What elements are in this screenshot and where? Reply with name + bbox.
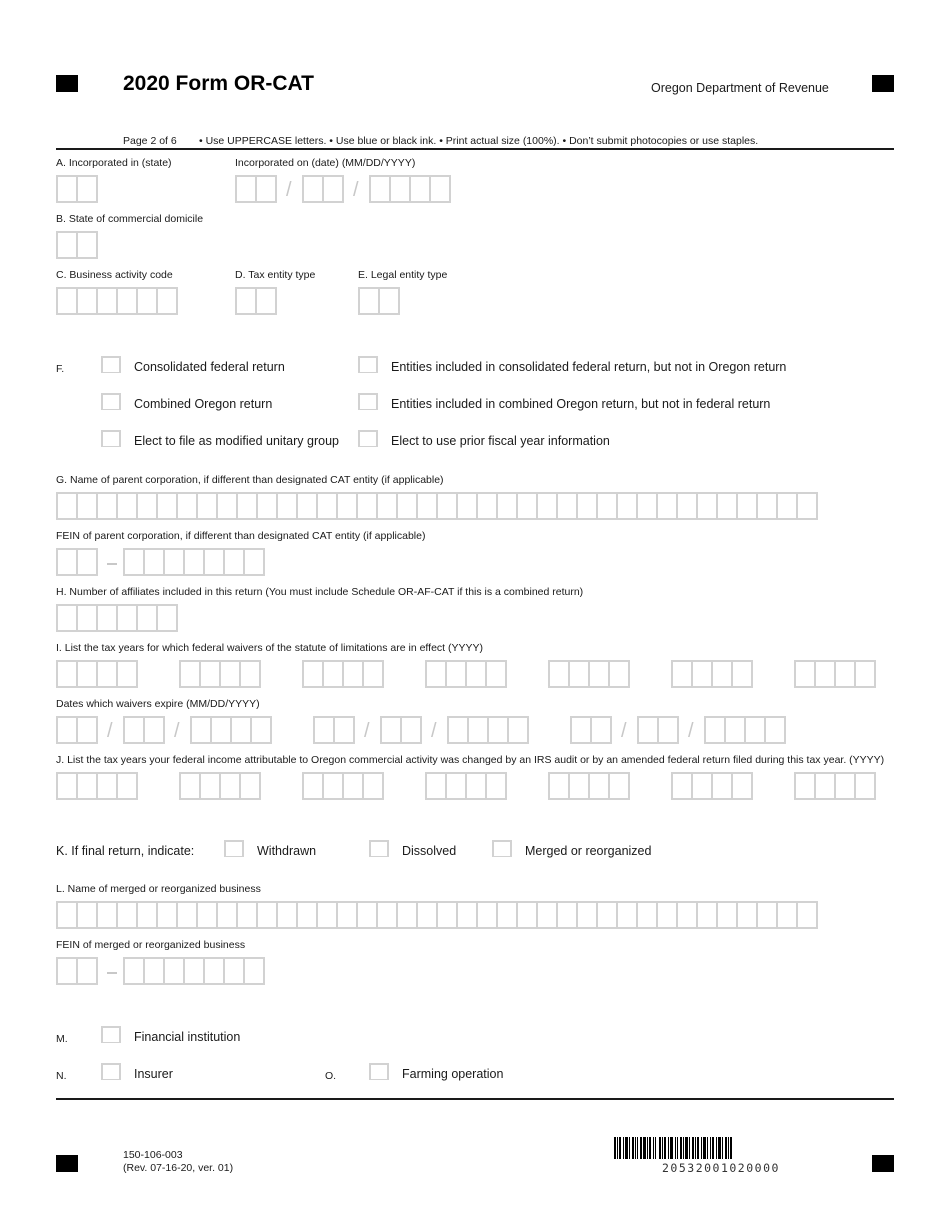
field-j-changed-year[interactable] [302, 772, 384, 800]
date-separator: / [621, 720, 627, 742]
field-i-waiver-expire-month[interactable] [313, 716, 355, 744]
field-i-waiver-year[interactable] [671, 660, 753, 688]
field-i-waiver-year[interactable] [548, 660, 630, 688]
label-d: D. Tax entity type [235, 269, 316, 281]
option-prior-fiscal-year: Elect to use prior fiscal year information [391, 434, 610, 448]
label-a-date: Incorporated on (date) (MM/DD/YYYY) [235, 157, 416, 169]
field-i-waiver-year[interactable] [179, 660, 261, 688]
field-g-fein-suffix[interactable] [123, 548, 265, 576]
checkbox-entities-consolidated-not-oregon[interactable] [358, 356, 378, 373]
label-o: O. [325, 1070, 337, 1082]
field-i-waiver-expire-year[interactable] [447, 716, 529, 744]
option-entities-combined-not-federal: Entities included in combined Oregon return, but not in federal return [391, 397, 771, 411]
option-modified-unitary-group: Elect to file as modified unitary group [134, 434, 339, 448]
barcode-number: 20532001020000 [662, 1161, 780, 1175]
option-insurer: Insurer [134, 1067, 173, 1081]
field-a-date-year[interactable] [369, 175, 451, 203]
registration-mark-bottom-right [872, 1155, 894, 1172]
checkbox-merged[interactable] [492, 840, 512, 857]
form-number: 150-106-003 [123, 1149, 183, 1161]
field-c-activity-code[interactable] [56, 287, 178, 315]
registration-mark-top-right [872, 75, 894, 92]
date-separator: / [353, 179, 359, 201]
checkbox-dissolved[interactable] [369, 840, 389, 857]
field-a-date-month[interactable] [235, 175, 277, 203]
date-separator: / [174, 720, 180, 742]
page-number: Page 2 of 6 [123, 135, 177, 147]
form-title: 2020 Form OR-CAT [123, 72, 314, 95]
field-i-waiver-year[interactable] [794, 660, 876, 688]
field-j-changed-year[interactable] [548, 772, 630, 800]
date-separator: / [286, 179, 292, 201]
label-g-fein: FEIN of parent corporation, if different than designated CAT entity (if applicable) [56, 530, 426, 542]
date-separator: / [688, 720, 694, 742]
form-revision: (Rev. 07-16-20, ver. 01) [123, 1162, 234, 1174]
label-m: M. [56, 1033, 68, 1045]
checkbox-modified-unitary-group[interactable] [101, 430, 121, 447]
field-i-waiver-expire-year[interactable] [704, 716, 786, 744]
fein-dash [107, 563, 117, 565]
checkbox-entities-combined-not-federal[interactable] [358, 393, 378, 410]
date-separator: / [364, 720, 370, 742]
label-l-fein: FEIN of merged or reorganized business [56, 939, 246, 951]
field-i-waiver-expire-month[interactable] [56, 716, 98, 744]
option-combined-oregon: Combined Oregon return [134, 397, 273, 411]
date-separator: / [431, 720, 437, 742]
field-i-waiver-expire-day[interactable] [637, 716, 679, 744]
field-a-date-day[interactable] [302, 175, 344, 203]
option-dissolved: Dissolved [402, 844, 457, 858]
label-g: G. Name of parent corporation, if different than designated CAT entity (if applicable) [56, 474, 444, 486]
option-entities-consolidated-not-oregon: Entities included in consolidated federal return, but not in Oregon return [391, 360, 787, 374]
field-g-parent-name[interactable] [56, 492, 818, 520]
label-e: E. Legal entity type [358, 269, 448, 281]
label-i: I. List the tax years for which federal waivers of the statute of limitations are in effect (YYYY) [56, 642, 483, 654]
registration-mark-bottom-left [56, 1155, 78, 1172]
label-j: J. List the tax years your federal income attributable to Oregon commercial activity was changed by an IRS audit or by an amended federal return filed during this tax year. (YYYY) [56, 754, 885, 766]
field-a-state[interactable] [56, 175, 98, 203]
checkbox-withdrawn[interactable] [224, 840, 244, 857]
field-j-changed-year[interactable] [794, 772, 876, 800]
field-e-legal-entity-type[interactable] [358, 287, 400, 315]
field-i-waiver-expire-month[interactable] [570, 716, 612, 744]
label-c: C. Business activity code [56, 269, 173, 281]
checkbox-combined-oregon[interactable] [101, 393, 121, 410]
field-h-affiliates[interactable] [56, 604, 178, 632]
label-b: B. State of commercial domicile [56, 213, 204, 225]
label-n: N. [56, 1070, 67, 1082]
fein-dash [107, 972, 117, 974]
label-l: L. Name of merged or reorganized business [56, 883, 261, 895]
instructions: • Use UPPERCASE letters. • Use blue or black ink. • Print actual size (100%). • Don’t submit photocopies or use staples. [199, 135, 759, 147]
option-farming-operation: Farming operation [402, 1067, 504, 1081]
field-i-waiver-expire-day[interactable] [123, 716, 165, 744]
department-name: Oregon Department of Revenue [651, 81, 829, 95]
field-j-changed-year[interactable] [425, 772, 507, 800]
field-g-fein-prefix[interactable] [56, 548, 98, 576]
option-withdrawn: Withdrawn [257, 844, 317, 858]
label-a-state: A. Incorporated in (state) [56, 157, 172, 169]
field-j-changed-year[interactable] [671, 772, 753, 800]
date-separator: / [107, 720, 113, 742]
barcode [614, 1137, 733, 1159]
option-merged: Merged or reorganized [525, 844, 652, 858]
checkbox-prior-fiscal-year[interactable] [358, 430, 378, 447]
field-l-fein-prefix[interactable] [56, 957, 98, 985]
field-i-waiver-year[interactable] [302, 660, 384, 688]
field-l-merged-name[interactable] [56, 901, 818, 929]
checkbox-insurer[interactable] [101, 1063, 121, 1080]
label-k: K. If final return, indicate: [56, 844, 195, 858]
barcode-bar [732, 1137, 733, 1159]
footer-rule [56, 1098, 894, 1100]
checkbox-farming-operation[interactable] [369, 1063, 389, 1080]
option-consolidated-federal: Consolidated federal return [134, 360, 285, 374]
label-f: F. [56, 363, 65, 375]
field-j-changed-year[interactable] [56, 772, 138, 800]
checkbox-consolidated-federal[interactable] [101, 356, 121, 373]
field-i-waiver-year[interactable] [56, 660, 138, 688]
registration-mark-top-left [56, 75, 78, 92]
checkbox-financial-institution[interactable] [101, 1026, 121, 1043]
field-i-waiver-year[interactable] [425, 660, 507, 688]
label-i-dates: Dates which waivers expire (MM/DD/YYYY) [56, 698, 260, 710]
field-l-fein-suffix[interactable] [123, 957, 265, 985]
field-b-domicile[interactable] [56, 231, 98, 259]
field-i-waiver-expire-day[interactable] [380, 716, 422, 744]
header-rule [56, 148, 894, 150]
field-i-waiver-expire-year[interactable] [190, 716, 272, 744]
field-d-tax-entity-type[interactable] [235, 287, 277, 315]
option-financial-institution: Financial institution [134, 1030, 241, 1044]
label-h: H. Number of affiliates included in this return (You must include Schedule OR-AF-CAT if this is a combined return) [56, 586, 584, 598]
field-j-changed-year[interactable] [179, 772, 261, 800]
